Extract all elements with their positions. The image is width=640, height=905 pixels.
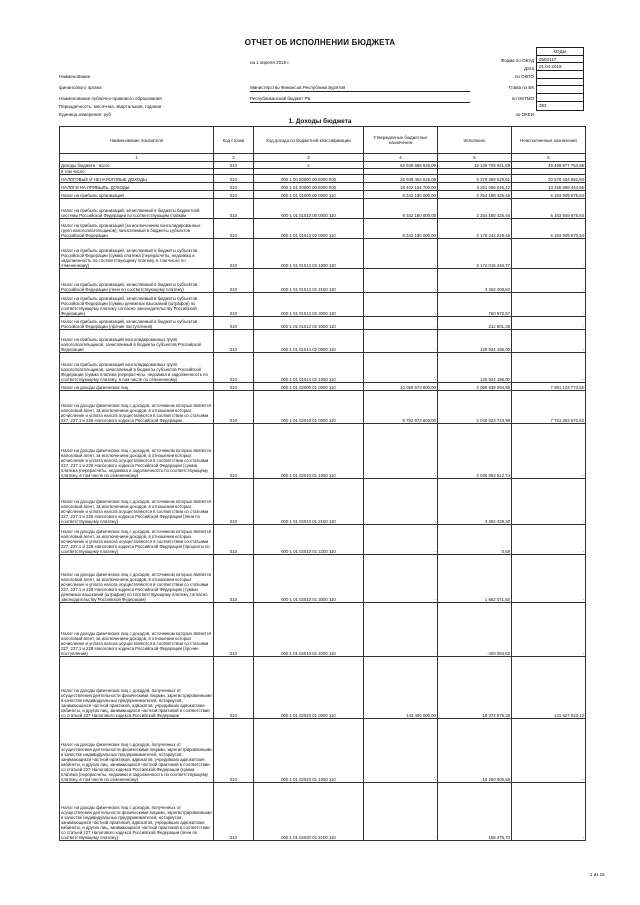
- page-number: 1 из 15: [590, 872, 605, 877]
- cell-code: 000 1 01 01012 02 2100 110: [254, 269, 364, 293]
- col-number: 1: [60, 154, 214, 162]
- cell-name: Налог на доходы физических лиц с доходов, источником которых является налоговый агент, за исключением доходов, в отношении которых исчисление и уплата налога осуществляются в соответствии со статьями 227, 227.1 и 228 Налогового кодекса Российской Федерации (суммы денежных взысканий (штрафов) по соответствующему платежу согласно законодательству Российской Федерации): [60, 555, 214, 603]
- label-okei: по ОКЕИ: [515, 112, 534, 117]
- cell-name: Налог на доходы физических лиц с доходов, полученных от осуществления деятельности физическими лицами, зарегистрированными в качестве индивидуальных предпринимателей, нотариусов, занимающихся частной практикой, адвокатов, учредивших адвокатские кабинеты, и других лиц, занимающихся частной практикой в соответствии со статьей 227 Налогового кодекса Российской Федерации: [60, 657, 214, 719]
- table-row: [60, 269, 586, 293]
- cell-executed: 125 924 196,00: [438, 330, 512, 353]
- cell-approved: 18 402 164 700,00: [364, 183, 438, 191]
- label-ppo: Наименование публично-правового образования: [59, 96, 162, 101]
- cell-executed: 2 036 053 512,74: [438, 424, 512, 479]
- cell-line: 010: [214, 353, 254, 383]
- cell-executed: 6 370 389 529,61: [438, 175, 512, 183]
- cell-line: 010: [214, 525, 254, 555]
- cell-approved: -: [364, 239, 438, 269]
- cell-name: Налог на прибыль организаций, зачисляемый в бюджеты субъектов Российской Федерации (суммы денежных взысканий (штрафов) по соответствующему платежу согласно законодательству Российской Федерации): [60, 293, 214, 317]
- header-indicator: Наименование показателя: [60, 127, 214, 154]
- table-row: [60, 353, 586, 383]
- cell-name: Налог на доходы физических лиц: [60, 383, 214, 391]
- table-row: [60, 719, 586, 783]
- code-glava: [537, 79, 583, 87]
- cell-approved: 143 400 000,00: [364, 657, 438, 719]
- cell-approved: -: [364, 353, 438, 383]
- cell-code: 000 1 01 02010 01 0000 110: [254, 391, 364, 424]
- cell-line: 010: [214, 391, 254, 424]
- cell-executed: 2 178 242 229,46: [438, 219, 512, 239]
- table-row: [60, 525, 586, 555]
- cell-code: 000 1 01 01000 00 0000 110: [254, 191, 364, 199]
- cell-unexecuted: -: [512, 269, 586, 293]
- table-row: [60, 183, 586, 191]
- cell-name: Налог на доходы физических лиц с доходов, источником которых является налоговый агент, за исключением доходов, в отношении которых исчисление и уплата налога осуществляются в соответствии со статьями 227, 227.1 и 228 Налогового кодекса Российской Федерации (сумма платежа (перерасчеты, недоимка и задолженность по соответствующему платежу, в том числе по отмененному): [60, 424, 214, 479]
- cell-code: 000 1 01 02020 01 1000 110: [254, 719, 364, 783]
- code-okud: 0503117: [537, 56, 583, 64]
- cell-unexecuted: -: [512, 317, 586, 330]
- col-number: 5: [438, 154, 512, 162]
- cell-unexecuted: -: [512, 293, 586, 317]
- cell-line: 010: [214, 555, 254, 603]
- cell-approved: -: [364, 719, 438, 783]
- cell-name: Налог на доходы физических лиц с доходов, источником которых является налоговый агент, за исключением доходов, в отношении которых исчисление и уплата налога осуществляются в соответствии со статьями 227, 227.1 и 228 Налогового кодекса Российской Федерации: [60, 391, 214, 424]
- header-line-code: Код строки: [214, 127, 254, 154]
- cell-approved: -: [364, 783, 438, 841]
- cell-line: 010: [214, 479, 254, 525]
- report-title: ОТЧЕТ ОБ ИСПОЛНЕНИИ БЮДЖЕТА: [244, 38, 396, 47]
- cell-executed: 3 284 429,30: [438, 479, 512, 525]
- table-row: [60, 293, 586, 317]
- cell-unexecuted: -: [512, 239, 586, 269]
- cell-code: 000 1 01 02010 01 1000 110: [254, 424, 364, 479]
- cell-executed: -400 084,62: [438, 603, 512, 657]
- cell-executed: 2 040 623 723,98: [438, 391, 512, 424]
- cell-line: 010: [214, 183, 254, 191]
- label-periodicity: Периодичность: месячная, квартальная, годовая: [59, 104, 162, 109]
- col-number: 4: [364, 154, 438, 162]
- cell-approved: 8 342 180 000,00: [364, 199, 438, 219]
- cell-unexecuted: 6 163 949 675,64: [512, 191, 586, 199]
- cell-executed: 16 260 005,56: [438, 719, 512, 783]
- cell-code: 000 1 01 01012 02 4000 110: [254, 317, 364, 330]
- table-row: [60, 424, 586, 479]
- cell-line: 010: [214, 783, 254, 841]
- ppo-value: Республиканский бюджет РБ: [250, 96, 311, 101]
- header-unexecuted: Неисполненные назначения: [512, 127, 586, 154]
- cell-unexecuted: -: [512, 330, 586, 353]
- fin-org-underline: [250, 91, 470, 92]
- label-date: Дата: [524, 66, 534, 71]
- cell-line: 010: [214, 199, 254, 219]
- cell-executed: 212 501,35: [438, 317, 512, 330]
- cell-code: 000 1 01 01010 00 0000 110: [254, 199, 364, 219]
- cell-name: Налог на прибыль организаций консолидированных групп налогоплательщиков, зачисляемый в бюджеты субъектов Российской Федерации (сумма платежа (перерасчеты, недоимка и задолженность по соответствующему платежу, в том числе по отмененному): [60, 353, 214, 383]
- cell-line: 010: [214, 330, 254, 353]
- code-oktmo: [537, 86, 583, 94]
- cell-executed: 2 068 839 594,95: [438, 383, 512, 391]
- cell-line: 010: [214, 239, 254, 269]
- cell-code: 000 1 01 00000 00 0000 000: [254, 183, 364, 191]
- label-okpo: по ОКПО: [514, 74, 534, 79]
- cell-name: Налог на доходы физических лиц с доходов, источником которых является налоговый агент, за исключением доходов, в отношении которых исчисление и уплата налога осуществляются в соответствии со статьями 227, 227.1 и 228 Налогового кодекса Российской Федерации (пени по соответствующему платежу): [60, 479, 214, 525]
- header-income-code: Код дохода по бюджетной классификации: [254, 127, 364, 154]
- section-title: 1. Доходы бюджета: [288, 118, 352, 125]
- code-okei: 383: [539, 102, 547, 108]
- cell-approved: -: [364, 555, 438, 603]
- cell-unexecuted: 131 627 023,12: [512, 657, 586, 719]
- table-row: [60, 603, 586, 657]
- cell-unexecuted: -: [512, 555, 586, 603]
- cell-line: 010: [214, 657, 254, 719]
- label-okud: Форма по ОКУД: [500, 58, 534, 63]
- cell-unexecuted: -: [512, 719, 586, 783]
- cell-approved: -: [364, 525, 438, 555]
- cell-name: Налог на доходы физических лиц с доходов, источником которых является налоговый агент, за исключением доходов, в отношении которых исчисление и уплата налога осуществляются в соответствии со статьями 227, 227.1 и 228 Налогового кодекса Российской Федерации (прочие поступления): [60, 603, 214, 657]
- table-row: [60, 199, 586, 219]
- cell-name: Налог на прибыль организаций, зачисляемый в бюджеты субъектов Российской Федерации (прочие поступления): [60, 317, 214, 330]
- cell-name: Налог на прибыль организаций: [60, 191, 214, 199]
- cell-executed: 2 254 188 425,46: [438, 191, 512, 199]
- table-row: [60, 330, 586, 353]
- cell-executed: 3 252 408,82: [438, 269, 512, 293]
- cell-line: 010: [214, 175, 254, 183]
- cell-line: 010: [214, 603, 254, 657]
- table-row: [60, 657, 586, 719]
- cell-executed: 0,59: [438, 525, 512, 555]
- table-body: [60, 162, 586, 841]
- cell-code: 000 1 01 02000 01 0000 110: [254, 383, 364, 391]
- cell-code: 000 1 01 01012 02 0000 110: [254, 219, 364, 239]
- cell-unexecuted: -: [512, 603, 586, 657]
- cell-executed: 760 972,57: [438, 293, 512, 317]
- cell-name: Налог на прибыль организаций, зачисляемый в бюджеты субъектов Российской Федерации (сумма платежа (перерасчеты, недоимка и задолженность по соответствующему платежу, в том числе по отмененному): [60, 239, 214, 269]
- cell-unexecuted: -: [512, 424, 586, 479]
- cell-approved: 10 059 973 600,00: [364, 383, 438, 391]
- code-okpo: [537, 71, 583, 79]
- cell-code: 000 1 01 02020 01 2100 110: [254, 783, 364, 841]
- cell-unexecuted: -: [512, 783, 586, 841]
- cell-name: Доходы бюджета - всего: [60, 162, 214, 169]
- table-row: [60, 162, 586, 169]
- cell-code: 000 1 01 02010 01 3000 110: [254, 555, 364, 603]
- cell-approved: -: [364, 603, 438, 657]
- cell-approved: -: [364, 269, 438, 293]
- cell-name: Налог на доходы физических лиц с доходов, источником которых является налоговый агент, за исключением доходов, в отношении которых исчисление и уплата налога осуществляются в соответствии со статьями 227, 227.1 и 228 Налогового кодекса Российской Федерации (проценты по соответствующему платежу): [60, 525, 214, 555]
- cell-approved: 26 949 463 626,09: [364, 175, 438, 183]
- cell-approved: -: [364, 317, 438, 330]
- report-date: на 1 апреля 2019 г.: [250, 60, 290, 65]
- cell-approved: -: [364, 424, 438, 479]
- cell-name: Налог на прибыль организаций (за исключением консолидированных групп налогоплательщиков), зачисляемый в бюджеты субъектов Российской Федерации: [60, 219, 214, 239]
- cell-approved: 9 792 973 600,00: [364, 391, 438, 424]
- cell-code: 000 1 01 01014 02 1000 110: [254, 353, 364, 383]
- cell-executed: 13 136 708 921,59: [438, 162, 512, 169]
- header-executed: Исполнено: [438, 127, 512, 154]
- cell-name: Налог на доходы физических лиц с доходов, полученных от осуществления деятельности физическими лицами, зарегистрированными в качестве индивидуальных предпринимателей, нотариусов, занимающихся частной практикой, адвокатов, учредивших адвокатские кабинеты, и других лиц, занимающихся частной практикой в соответствии со статьей 227 Налогового кодекса Российской Федерации (пени по соответствующему платежу): [60, 783, 214, 841]
- table-row: [60, 479, 586, 525]
- cell-line: 010: [214, 269, 254, 293]
- cell-unexecuted: -: [512, 353, 586, 383]
- cell-code: 000 1 01 02020 01 0000 110: [254, 657, 364, 719]
- cell-executed: 2 174 016 446,77: [438, 239, 512, 269]
- cell-code: 000 1 01 02010 01 2100 110: [254, 479, 364, 525]
- col-number: 2: [214, 154, 254, 162]
- cell-executed: 4 251 065 046,42: [438, 183, 512, 191]
- cell-unexecuted: 6 163 949 670,54: [512, 219, 586, 239]
- cell-approved: 8 342 180 000,00: [364, 219, 438, 239]
- table-row: [60, 783, 586, 841]
- cell-code: 000 1 01 02010 01 2200 110: [254, 525, 364, 555]
- cell-line: 010: [214, 383, 254, 391]
- cell-unexecuted: 14 155 698 444,66: [512, 183, 586, 191]
- cell-line: 010: [214, 424, 254, 479]
- cell-code: 000 1 01 01012 02 1000 110: [254, 239, 364, 269]
- cell-line: 010: [214, 719, 254, 783]
- col-number: 6: [512, 154, 586, 162]
- cell-approved: -: [364, 330, 438, 353]
- cell-name: НАЛОГОВЫЕ И НЕНАЛОГОВЫЕ ДОХОДЫ: [60, 175, 214, 183]
- table-row: [60, 555, 586, 603]
- table-row: [60, 391, 586, 424]
- cell-unexecuted: 49 499 977 763,59: [512, 162, 586, 169]
- cell-name: Налог на прибыль организаций консолидированных групп налогоплательщиков, зачисляемый в бюджеты субъектов Российской Федерации: [60, 330, 214, 353]
- cell-line: 010: [214, 219, 254, 239]
- cell-unexecuted: 7 991 133 773,52: [512, 383, 586, 391]
- cell-name: Налог на прибыль организаций, зачисляемый в бюджеты субъектов Российской Федерации (пени по соответствующему платежу): [60, 269, 214, 293]
- fin-org-value: Министерство Финансов Республики Бурятия: [250, 85, 346, 90]
- cell-line: 010: [214, 191, 254, 199]
- code-date: 01.04.2019: [537, 63, 583, 71]
- label-name: Наименование: [59, 74, 91, 79]
- income-table: [59, 126, 586, 841]
- label-unit: Единица измерения: руб: [59, 112, 111, 117]
- cell-line: 010: [214, 293, 254, 317]
- table-row: [60, 191, 586, 199]
- table-header-row: [60, 127, 586, 154]
- cell-line: 010: [214, 317, 254, 330]
- table-row: [60, 317, 586, 330]
- label-oktmo: по ОКТМО: [511, 96, 534, 101]
- cell-name: Налог на доходы физических лиц с доходов, полученных от осуществления деятельности физическими лицами, зарегистрированными в качестве индивидуальных предпринимателей, нотариусов, занимающихся частной практикой, адвокатов, учредивших адвокатские кабинеты, и других лиц, занимающихся частной практикой в соответствии со статьей 227 Налогового кодекса Российской Федерации (сумма платежа (перерасчеты, недоимки и задолженность по соответствующему платежу, в том числе по отмененному): [60, 719, 214, 783]
- cell-approved: -: [364, 293, 438, 317]
- cell-code: x: [254, 162, 364, 169]
- header-approved: Утвержденные бюджетные назначения: [364, 127, 438, 154]
- cell-executed: 1 682 071,50: [438, 555, 512, 603]
- col-number: 3: [254, 154, 364, 162]
- cell-line: 010: [214, 162, 254, 169]
- cell-name: НАЛОГИ НА ПРИБЫЛЬ, ДОХОДЫ: [60, 183, 214, 191]
- cell-unexecuted: -: [512, 479, 586, 525]
- ppo-underline: [250, 102, 470, 103]
- cell-code: 000 1 01 02010 01 4000 110: [254, 603, 364, 657]
- cell-approved: 8 342 180 000,00: [364, 191, 438, 199]
- cell-code: 000 1 01 01014 02 0000 110: [254, 330, 364, 353]
- cell-code: 000 1 01 01012 02 3000 110: [254, 293, 364, 317]
- label-glava: Глава по БК: [508, 85, 534, 90]
- cell-executed: 2 254 188 425,46: [438, 199, 512, 219]
- cell-unexecuted: -: [512, 525, 586, 555]
- cell-executed: 198 476,70: [438, 783, 512, 841]
- cell-name: в том числе:: [60, 169, 214, 175]
- cell-code: 000 1 00 00000 00 0000 000: [254, 175, 364, 183]
- cell-approved: -: [364, 479, 438, 525]
- cell-unexecuted: 20 578 234 662,84: [512, 175, 586, 183]
- table-col-numbers-row: [60, 154, 586, 162]
- codes-header: КОДЫ: [537, 48, 583, 56]
- codes-box: [536, 47, 584, 111]
- table-row: [60, 175, 586, 183]
- label-fin-org: финансового органа: [59, 85, 102, 90]
- table-row: [60, 383, 586, 391]
- cell-executed: 18 372 976,28: [438, 657, 512, 719]
- table-row: [60, 219, 586, 239]
- cell-unexecuted: 6 163 949 675,64: [512, 199, 586, 219]
- cell-name: Налог на прибыль организаций, зачисляемый в бюджеты бюджетной системы Российской Федерации по соответствующим ставкам: [60, 199, 214, 219]
- cell-executed: 125 924 196,00: [438, 353, 512, 383]
- code-empty: [537, 94, 583, 102]
- cell-approved: 62 636 686 626,09: [364, 162, 438, 169]
- table-row: [60, 239, 586, 269]
- cell-unexecuted: 7 751 253 670,62: [512, 391, 586, 424]
